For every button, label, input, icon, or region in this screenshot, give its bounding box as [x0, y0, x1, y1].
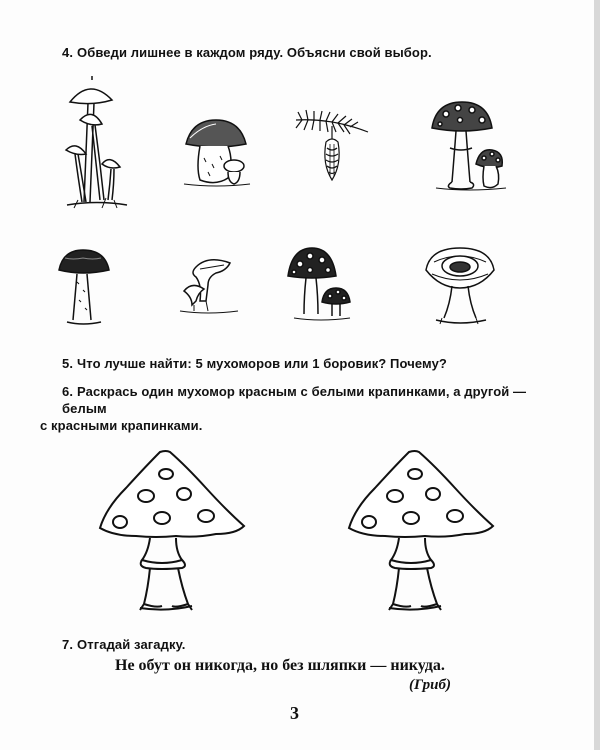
task-7-instruction	[62, 636, 185, 653]
chanterelle-icon[interactable]	[178, 255, 243, 325]
task-5-text: Что лучше найти: 5 мухоморов или 1 боровик? Почему?	[77, 356, 447, 371]
fly-agaric-icon[interactable]	[428, 98, 508, 198]
fly-agaric-outline-icon[interactable]	[345, 448, 500, 623]
fly-agaric-pair-icon[interactable]	[284, 244, 354, 329]
task-4-instruction	[62, 44, 432, 61]
riddle-text: Не обут он никогда, но без шляпки — никуда.	[115, 657, 445, 674]
page-edge-shadow	[594, 0, 600, 750]
thin-mushroom-cluster-icon[interactable]	[62, 72, 132, 217]
brown-cap-mushroom-icon[interactable]	[55, 248, 115, 333]
page-number: 3	[290, 703, 299, 723]
porcini-mushroom-icon[interactable]	[182, 118, 252, 193]
task-7-number: 7.	[62, 637, 74, 652]
pine-cone-icon[interactable]	[292, 108, 372, 193]
task-7-text: Отгадай загадку.	[77, 637, 186, 652]
fly-agaric-outline-icon[interactable]	[96, 448, 251, 623]
riddle-answer: (Гриб)	[409, 677, 451, 693]
task-6-instruction	[40, 383, 562, 434]
task-5-number: 5.	[62, 356, 74, 371]
milk-cap-mushroom-icon[interactable]	[420, 246, 500, 333]
task-4-text: Обведи лишнее в каждом ряду. Объясни свой выбор.	[77, 45, 432, 60]
task-5-question	[62, 355, 447, 372]
task-4-number: 4.	[62, 45, 74, 60]
task-6-number: 6.	[62, 384, 74, 399]
task-6-line-2: с красными крапинками.	[40, 418, 203, 433]
task-6-line-1: Раскрась один мухомор красным с белыми крапинками, а другой — белым	[62, 384, 527, 416]
